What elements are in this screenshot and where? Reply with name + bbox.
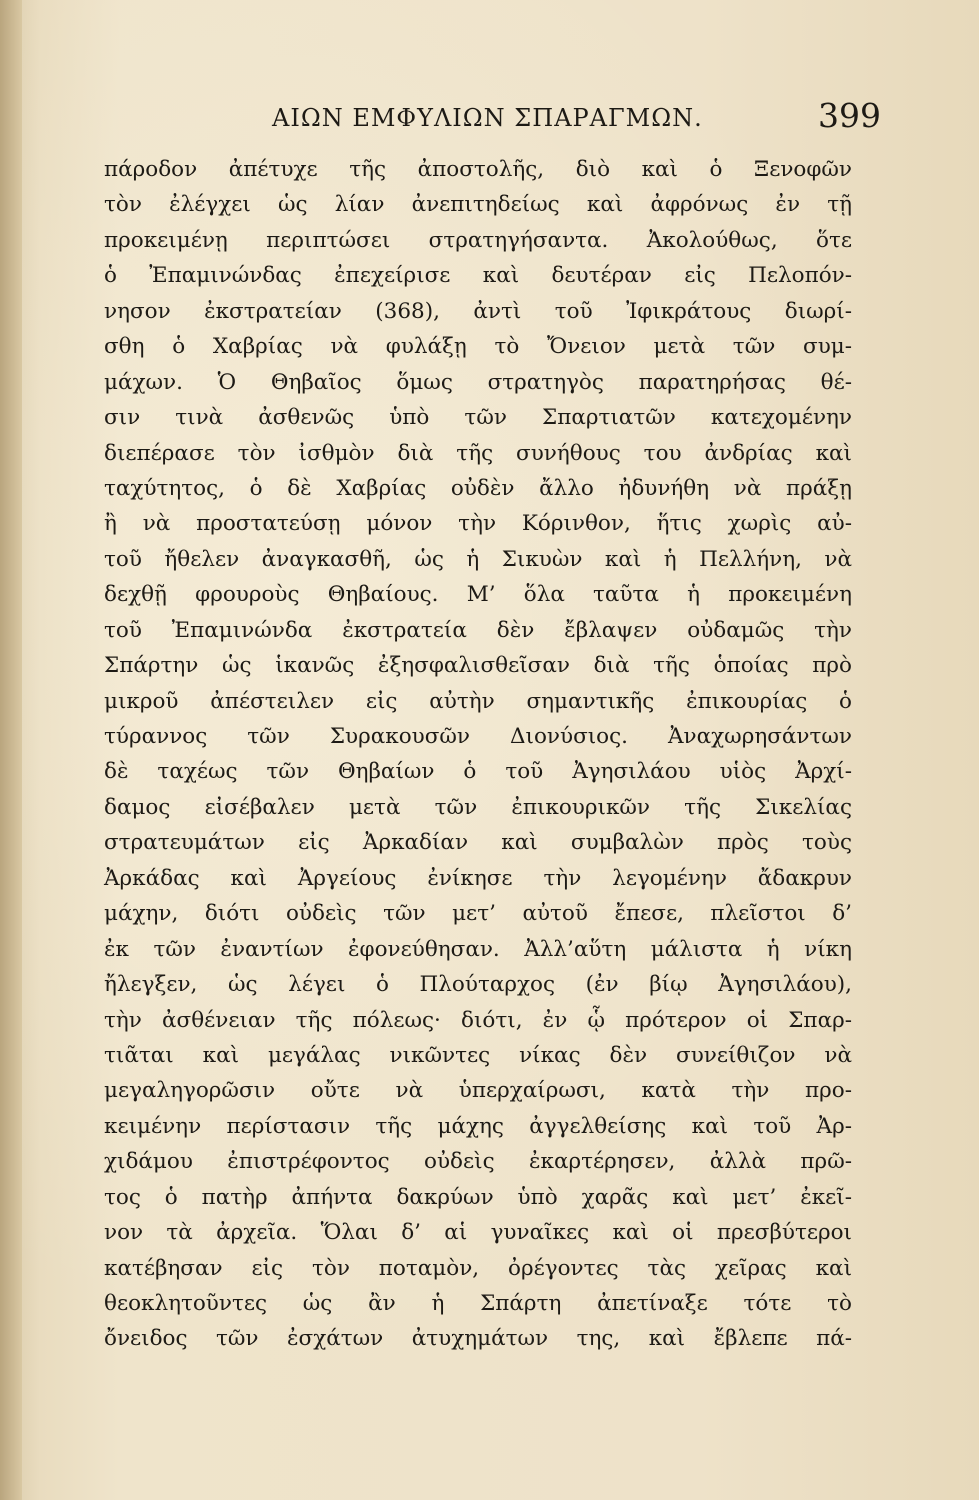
text-body: [104, 152, 852, 1357]
text-line: ἐκ τῶν ἐναντίων ἐφονεύθησαν. Ἀλλ’αὕτη μάλιστα ἡ νίκη: [104, 936, 852, 962]
text-line: νον τὰ ἀρχεῖα. Ὅλαι δ’ αἱ γυναῖκες καὶ οἱ πρεσβύτεροι: [104, 1220, 852, 1246]
text-line: σιν τινὰ ἀσθενῶς ὑπὸ τῶν Σπαρτιατῶν κατεχομένην: [104, 405, 852, 431]
text-line: τοῦ ἤθελεν ἀναγκασθῆ, ὡς ἡ Σικυὼν καὶ ἡ Πελλήνη, νὰ: [104, 546, 852, 572]
text-line: ὁ Ἐπαμινώνδας ἐπεχείρισε καὶ δευτέραν εἰς Πελοπόν-: [104, 263, 852, 289]
text-line: πάροδον ἀπέτυχε τῆς ἀποστολῆς, διὸ καὶ ὁ Ξενοφῶν: [104, 157, 852, 182]
running-title: ΑΙΩΝ ΕΜΦΥΛΙΩΝ ΣΠΑΡΑΓΜΩΝ.: [272, 104, 703, 132]
text-line: τὸν ἐλέγχει ὡς λίαν ἀνεπιτηδείως καὶ ἀφρόνως ἐν τῇ: [104, 192, 852, 218]
text-line: μάχην, διότι οὐδεὶς τῶν μετ’ αὐτοῦ ἔπεσε, πλεῖστοι δ’: [104, 901, 852, 927]
text-line: Σπάρτην ὡς ἱκανῶς ἐξησφαλισθεῖσαν διὰ τῆς ὁποίας πρὸ: [104, 653, 852, 679]
text-line: προκειμένῃ περιπτώσει στρατηγήσαντα. Ἀκολούθως, ὅτε: [104, 227, 852, 253]
text-line: δὲ ταχέως τῶν Θηβαίων ὁ τοῦ Ἀγησιλάου υἱὸς Ἀρχί-: [104, 759, 852, 785]
text-line: δεχθῇ φρουροὺς Θηβαίους. Μ’ ὅλα ταῦτα ἡ προκειμένη: [104, 582, 852, 608]
text-line: τοῦ Ἐπαμινώνδα ἐκστρατεία δὲν ἔβλαψεν οὐδαμῶς τὴν: [104, 617, 852, 643]
text-line: νησον ἐκστρατείαν (368), ἀντὶ τοῦ Ἰφικράτους διωρί-: [104, 298, 852, 324]
text-line: τὴν ἀσθένειαν τῆς πόλεως· διότι, ἐν ᾧ πρότερον οἱ Σπαρ-: [104, 1007, 852, 1033]
text-line: Ἀρκάδας καὶ Ἀργείους ἐνίκησε τὴν λεγομένην ἄδακρυν: [104, 865, 852, 891]
text-line: δαμος εἰσέβαλεν μετὰ τῶν ἐπικουρικῶν τῆς Σικελίας: [104, 794, 852, 820]
text-line: διεπέρασε τὸν ἰσθμὸν διὰ τῆς συνήθους του ἀνδρίας καὶ: [104, 440, 852, 466]
text-line: θεοκλητοῦντες ὡς ἂν ἡ Σπάρτη ἀπετίναξε τότε τὸ: [104, 1291, 852, 1316]
text-line: ἤλεγξεν, ὡς λέγει ὁ Πλούταρχος (ἐν βίῳ Ἀγησιλάου),: [104, 972, 852, 998]
text-line: κειμένην περίστασιν τῆς μάχης ἀγγελθείσης καὶ τοῦ Ἀρ-: [104, 1113, 852, 1139]
page-number: 399: [818, 96, 881, 135]
text-line: ὄνειδος τῶν ἐσχάτων ἀτυχημάτων της, καὶ ἔβλεπε πά-: [104, 1326, 852, 1352]
text-line: μάχων. Ὁ Θηβαῖος ὅμως στρατηγὸς παρατηρήσας θέ-: [104, 369, 852, 395]
text-line: τιᾶται καὶ μεγάλας νικῶντες νίκας δὲν συνείθιζον νὰ: [104, 1042, 852, 1068]
text-line: χιδάμου ἐπιστρέφοντος οὐδεὶς ἐκαρτέρησεν, ἀλλὰ πρῶ-: [104, 1149, 852, 1175]
text-line: ταχύτητος, ὁ δὲ Χαβρίας οὐδὲν ἄλλο ἠδυνήθη νὰ πράξῃ: [104, 475, 852, 501]
page-binding-edge: [0, 0, 22, 1500]
text-line: τύραννος τῶν Συρακουσῶν Διονύσιος. Ἀναχωρησάντων: [104, 724, 852, 749]
text-line: στρατευμάτων εἰς Ἀρκαδίαν καὶ συμβαλὼν πρὸς τοὺς: [104, 830, 852, 856]
text-line: μικροῦ ἀπέστειλεν εἰς αὐτὴν σημαντικῆς ἐπικουρίας ὁ: [104, 688, 852, 714]
text-line: ἢ νὰ προστατεύσῃ μόνον τὴν Κόρινθον, ἥτις χωρὶς αὐ-: [104, 511, 852, 537]
text-line: κατέβησαν εἰς τὸν ποταμὸν, ὀρέγοντες τὰς χεῖρας καὶ: [104, 1255, 852, 1281]
text-line: μεγαληγορῶσιν οὔτε νὰ ὑπερχαίρωσι, κατὰ τὴν προ-: [104, 1078, 852, 1104]
text-line: σθη ὁ Χαβρίας νὰ φυλάξῃ τὸ Ὄνειον μετὰ τῶν συμ-: [104, 334, 852, 360]
text-line: τος ὁ πατὴρ ἀπήντα δακρύων ὑπὸ χαρᾶς καὶ μετ’ ἐκεῖ-: [104, 1184, 852, 1210]
